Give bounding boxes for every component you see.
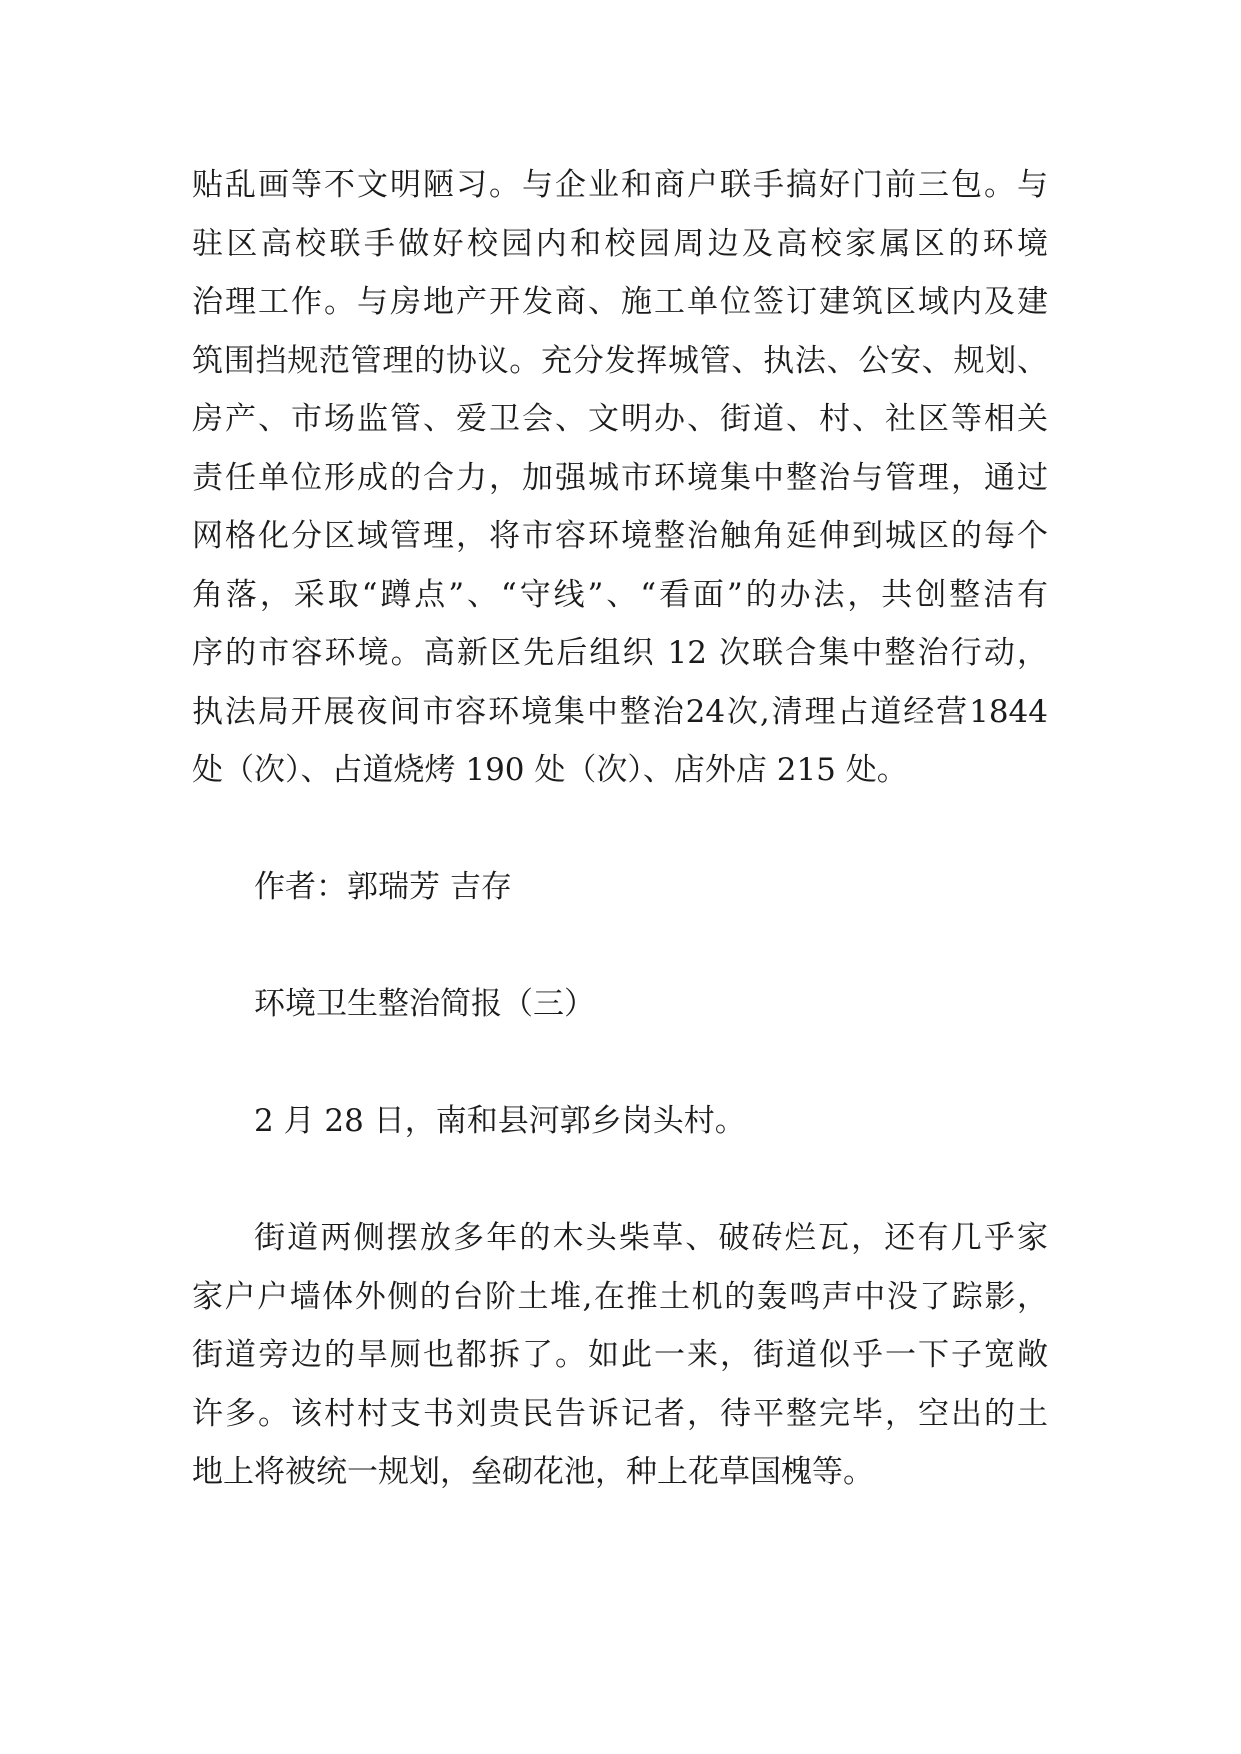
- dateline: 2 月 28 日，南和县河郭乡岗头村。: [254, 1103, 746, 1139]
- paragraph-line: 街道两侧摆放多年的木头柴草、破砖烂瓦，还有几乎家: [254, 1220, 1048, 1256]
- paragraph-line: 家户户墙体外侧的台阶土堆,在推土机的轰鸣声中没了踪影，: [192, 1278, 1048, 1315]
- paragraph-line: 地上将被统一规划，垒砌花池，种上花草国槐等。: [192, 1454, 874, 1490]
- paragraph-line: 执法局开展夜间市容环境集中整治24次,清理占道经营1844: [192, 693, 1048, 730]
- paragraph-line: 贴乱画等不文明陋习。与企业和商户联手搞好门前三包。与: [192, 167, 1048, 203]
- paragraph-line: 治理工作。与房地产开发商、施工单位签订建筑区域内及建: [192, 284, 1048, 320]
- paragraph-1: [192, 156, 1048, 800]
- paragraph-2: [192, 1209, 1048, 1502]
- paragraph-line: 序的市容环境。高新区先后组织 12 次联合集中整治行动，: [192, 635, 1048, 671]
- paragraph-line: 筑围挡规范管理的协议。充分发挥城管、执法、公安、规划、: [192, 342, 1048, 379]
- paragraph-line: 网格化分区域管理，将市容环境整治触角延伸到城区的每个: [192, 518, 1048, 554]
- paragraph-line: 责任单位形成的合力，加强城市环境集中整治与管理，通过: [192, 459, 1048, 496]
- paragraph-line: 街道旁边的旱厕也都拆了。如此一来，街道似乎一下子宽敞: [192, 1337, 1048, 1373]
- paragraph-line: 许多。该村村支书刘贵民告诉记者，待平整完毕，空出的土: [192, 1395, 1048, 1432]
- paragraph-line: 房产、市场监管、爱卫会、文明办、街道、村、社区等相关: [192, 401, 1048, 437]
- document-body: [192, 156, 1048, 1502]
- paragraph-line: 驻区高校联手做好校园内和校园周边及高校家属区的环境: [192, 225, 1048, 262]
- author-line: 作者：郭瑞芳 吉存: [254, 869, 512, 905]
- briefing-title: 环境卫生整治简报（三）: [254, 986, 595, 1022]
- paragraph-line: 角落，采取“蹲点”、“守线”、“看面”的办法，共创整洁有: [192, 576, 1048, 613]
- paragraph-line: 处（次）、占道烧烤 190 处（次）、店外店 215 处。: [192, 752, 908, 788]
